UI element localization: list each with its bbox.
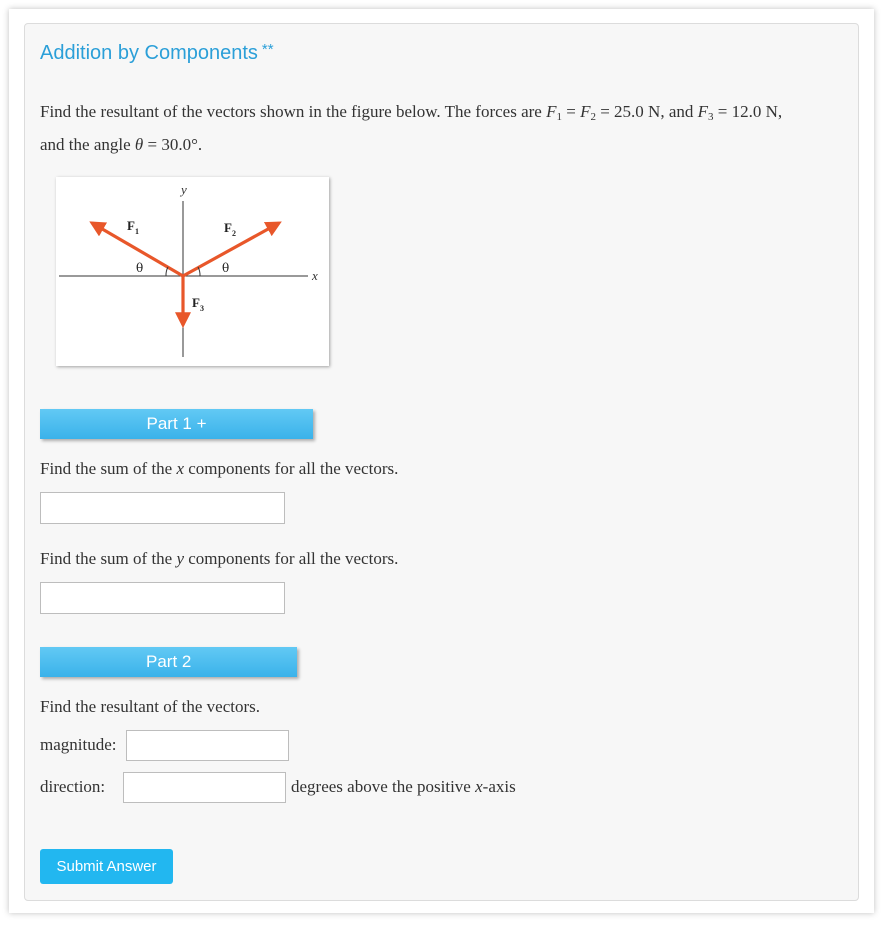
submit-answer-button[interactable]: Submit Answer xyxy=(40,849,173,884)
suffix-text: degrees above the positive xyxy=(291,777,476,796)
f-symbol: F xyxy=(697,102,709,121)
f3-subscript: 3 xyxy=(708,111,714,123)
part1-label: Part 1 + xyxy=(146,414,207,433)
f-symbol: F xyxy=(580,102,591,121)
f3-label: $F_3$ xyxy=(192,295,204,313)
y-variable: y xyxy=(176,549,185,568)
difficulty-stars: ** xyxy=(261,41,274,58)
theta-left-label: θ xyxy=(136,261,144,275)
part1-header[interactable] xyxy=(40,409,313,439)
x-axis-label: x xyxy=(312,268,318,283)
part2-label: Part 2 xyxy=(146,652,192,671)
f3-value: = 12.0 N, xyxy=(713,102,783,121)
angle-value: = 30.0°. xyxy=(143,135,203,154)
vector-diagram xyxy=(56,177,329,366)
y-sum-input[interactable] xyxy=(40,582,285,614)
part1-question-x xyxy=(40,459,398,479)
question-text: Find the sum of the xyxy=(40,549,177,568)
y-axis-label: y xyxy=(181,182,187,197)
theta-symbol: θ xyxy=(134,135,144,154)
f1-f2-value: = 25.0 N, and xyxy=(595,102,698,121)
question-text: Find the sum of the xyxy=(40,459,177,478)
equals-sign: = xyxy=(561,102,581,121)
x-variable: x xyxy=(176,459,185,478)
part2-header[interactable] xyxy=(40,647,297,677)
problem-statement xyxy=(40,98,850,158)
magnitude-input[interactable] xyxy=(126,730,289,761)
f2-label: $F_2$ xyxy=(224,220,236,238)
direction-label: direction: xyxy=(40,777,106,796)
problem-card xyxy=(24,23,859,901)
problem-title xyxy=(40,42,274,65)
theta-left-arc xyxy=(166,267,168,276)
x-variable: x xyxy=(475,777,483,796)
magnitude-label: magnitude: xyxy=(40,735,117,754)
question-text: components for all the vectors. xyxy=(184,459,399,478)
vector-figure xyxy=(56,177,329,366)
statement-text: and the angle xyxy=(40,135,135,154)
part2-question: Find the resultant of the vectors. xyxy=(40,697,261,716)
x-sum-input[interactable] xyxy=(40,492,285,524)
f2-subscript: 2 xyxy=(590,111,596,123)
f1-subscript: 1 xyxy=(556,111,562,123)
f1-label: $F_1$ xyxy=(127,218,139,236)
part1-question-y xyxy=(40,549,398,569)
title-text: Addition by Components xyxy=(40,42,258,64)
question-text: components for all the vectors. xyxy=(184,549,399,568)
statement-text: Find the resultant of the vectors shown in the figure below. The forces are xyxy=(40,102,547,121)
page-frame xyxy=(9,9,874,913)
theta-right-label: θ xyxy=(222,261,230,275)
direction-suffix xyxy=(291,777,516,797)
f-symbol: F xyxy=(546,102,557,121)
direction-input[interactable] xyxy=(123,772,286,803)
suffix-text: -axis xyxy=(482,777,516,796)
